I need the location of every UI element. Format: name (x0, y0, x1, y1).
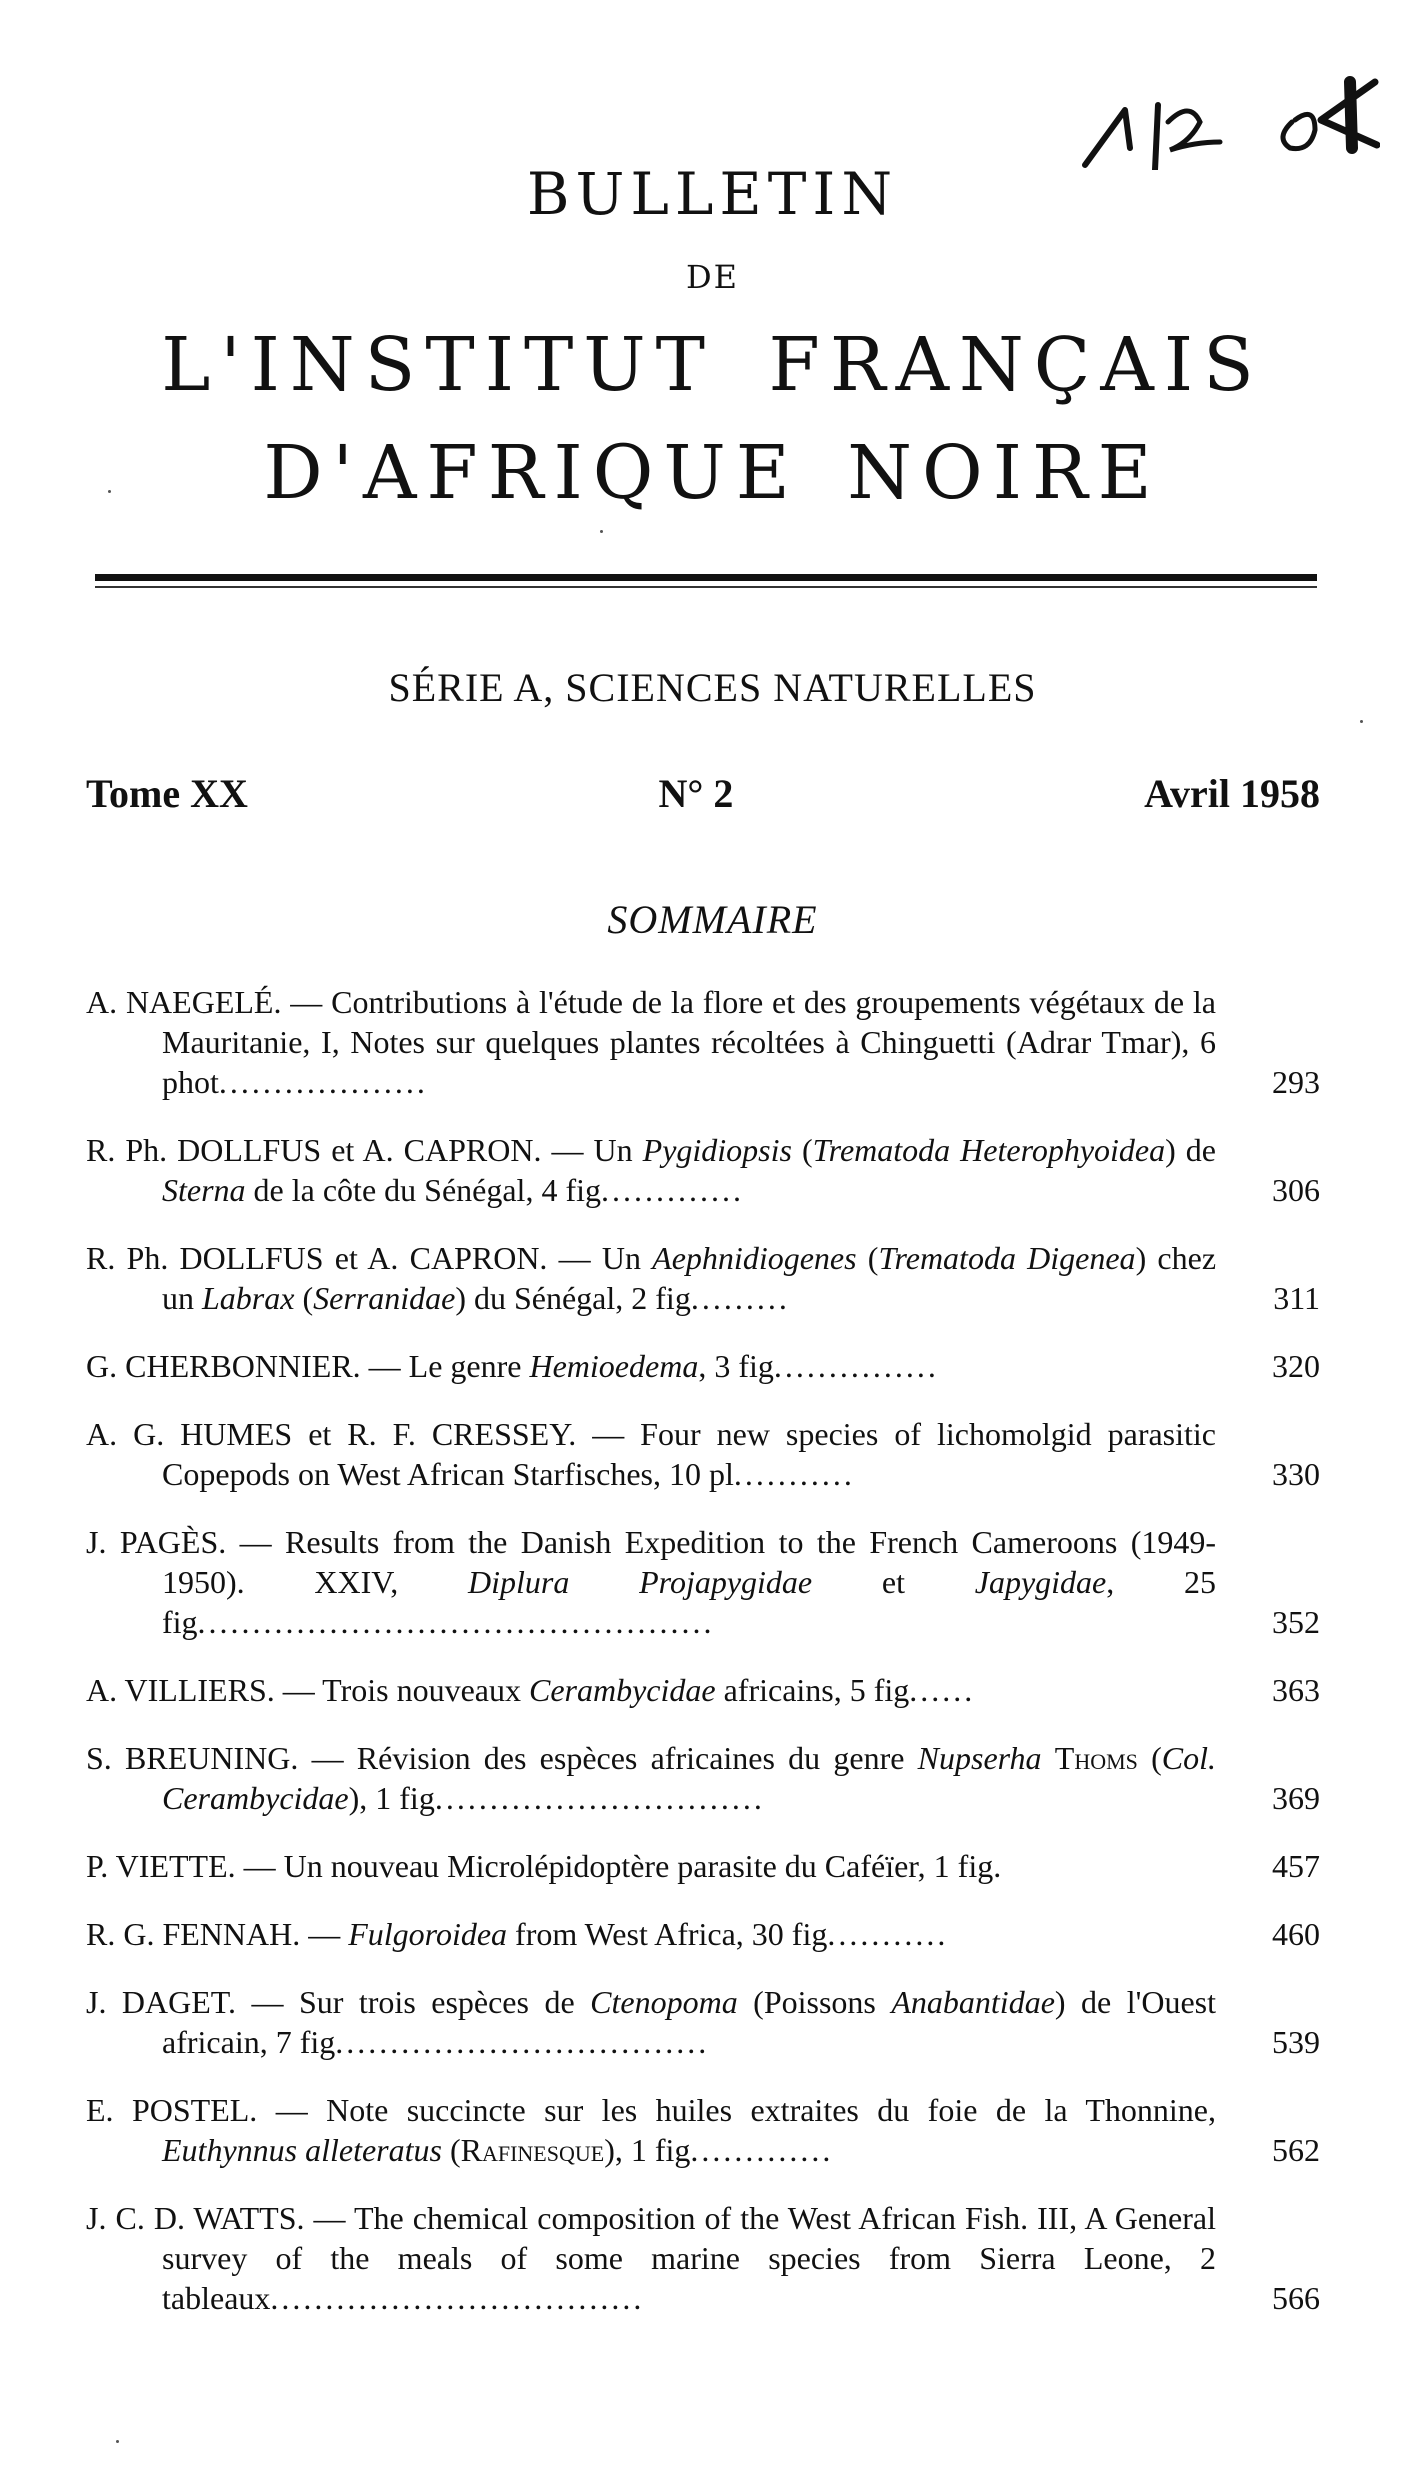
toc-entry-page-number: 320 (1272, 1348, 1320, 1384)
series-title: SÉRIE A, SCIENCES NATURELLES (388, 665, 1037, 710)
issue-date: Avril 1958 (1144, 771, 1320, 816)
toc-entry-taxon: Euthynnus alleteratus (162, 2132, 442, 2168)
toc-entry-taxon: Anabantidae (891, 1984, 1055, 2020)
toc-entry-page-number: 539 (1272, 2024, 1320, 2060)
toc-entry-title-fragment: from West Africa, 30 fig (507, 1916, 828, 1952)
toc-entry-taxon: Diplura Projapygidae (468, 1564, 813, 1600)
scan-speck (600, 530, 603, 533)
masthead-institut: L'INSTITUT FRANÇAIS (161, 322, 1264, 408)
toc-entry-title-fragment: ), 1 fig (348, 1780, 435, 1816)
toc-heading: SOMMAIRE (607, 897, 818, 942)
toc-entry (86, 1738, 1320, 1818)
toc-entry-page-number: 457 (1272, 1848, 1320, 1884)
toc-entry-taxon: Fulgoroidea (348, 1916, 508, 1952)
toc-entry-title-fragment: — Le genre (360, 1348, 530, 1384)
toc-dot-leader: .................................. (270, 2280, 645, 2316)
toc-entry (86, 2090, 1320, 2170)
toc-entry-text (86, 1130, 1320, 1210)
toc-entry-title-fragment: ) de l'Ouest africain, 7 fig (162, 1984, 1217, 2060)
toc-entry-title-fragment: ( (441, 2132, 461, 2168)
issue-number: N° 2 (658, 771, 734, 816)
issue-info (86, 770, 1320, 817)
toc-entry-title-fragment: — Note succincte sur les huiles extraites du foie de la Thonnine, (257, 2092, 1217, 2128)
toc-entry-taxon: Serranidae (313, 1280, 456, 1316)
toc-entry-taxon: Cerambycidae (528, 1672, 716, 1708)
issue-tome: Tome XX (86, 771, 248, 816)
toc-entry-page-number: 566 (1272, 2280, 1320, 2316)
toc-entry-title-fragment: et (812, 1564, 975, 1600)
toc-entry-authors: A. VILLIERS. (86, 1672, 275, 1708)
toc-entry-text (86, 1982, 1320, 2062)
toc-entry-title-fragment: — Un (547, 1240, 653, 1276)
toc-entry-taxon: Hemioedema (529, 1348, 699, 1384)
toc-entry-title-fragment: ) du Sénégal, 2 fig (455, 1280, 691, 1316)
toc-entry (86, 1130, 1320, 1210)
toc-entry-taxon: Nupserha (917, 1740, 1042, 1776)
toc-entry-text (86, 1670, 1320, 1710)
toc-dot-leader: ........... (827, 1916, 949, 1952)
toc-entry (86, 1670, 1320, 1710)
toc-entry-text (86, 1738, 1320, 1818)
toc-entry-title-fragment: Thoms (1054, 1740, 1138, 1776)
scan-speck (116, 2440, 119, 2443)
toc-entry-page-number: 330 (1272, 1456, 1320, 1492)
toc-entry-title-fragment: — Un nouveau Microlépidoptère parasite du Caféïer, 1 fig. (235, 1848, 1002, 1884)
toc-entry-title-fragment: ) chez un (162, 1240, 1217, 1316)
toc-entry-page-number: 352 (1272, 1604, 1320, 1640)
toc-entry (86, 1414, 1320, 1494)
toc-entry-title-fragment: — The chemical composition of the West African Fish. III, A General survey of the meals of some marine species from Sierra Leone, 2 tableaux (162, 2200, 1217, 2316)
toc-entry-title-fragment: — Sur trois espèces de (235, 1984, 591, 2020)
toc-entry-title-fragment: — Un (541, 1132, 643, 1168)
toc-entry-authors: P. VIETTE. (86, 1848, 236, 1884)
toc-entry-page-number: 293 (1272, 1064, 1320, 1100)
toc-entry-authors: G. CHERBONNIER. (86, 1348, 361, 1384)
toc-entry-title-fragment: ( (1137, 1740, 1162, 1776)
toc-entry-title-fragment: — (300, 1916, 349, 1952)
toc-entry-page-number: 311 (1273, 1280, 1320, 1316)
toc-entry-title-fragment: ) de (1165, 1132, 1216, 1168)
toc-dot-leader: ................... (218, 1064, 428, 1100)
toc-entry (86, 982, 1320, 1102)
toc-entry (86, 2198, 1320, 2318)
toc-entry-text (86, 1414, 1320, 1494)
toc-entry-page-number: 363 (1272, 1672, 1320, 1708)
toc-dot-leader: ............................................... (197, 1604, 715, 1640)
toc-entry-authors: A. G. HUMES et R. F. CRESSEY. (86, 1416, 577, 1452)
toc-entry-taxon: Col. Cerambycidae (162, 1740, 1216, 1816)
toc-entry-text (86, 1346, 1320, 1386)
toc-entry-title-fragment: de la côte du Sénégal, 4 fig (245, 1172, 601, 1208)
masthead-bulletin: BULLETIN (526, 160, 899, 228)
toc-entry (86, 1346, 1320, 1386)
toc-entry (86, 1914, 1320, 1954)
toc-entry-taxon: Trematoda Digenea (878, 1240, 1136, 1276)
toc-dot-leader: ............. (600, 1172, 744, 1208)
masthead-rule-thin (95, 586, 1317, 588)
toc-entry-taxon: Trematoda Heterophyoidea (812, 1132, 1166, 1168)
toc-entry-title-fragment: , 25 fig (162, 1564, 1217, 1640)
toc-entry-taxon: Ctenopoma (590, 1984, 738, 2020)
toc-entry-page-number: 562 (1272, 2132, 1320, 2168)
toc-entry-title-fragment: ), 1 fig (604, 2132, 691, 2168)
toc-entry-page-number: 369 (1272, 1780, 1320, 1816)
toc-entry (86, 1982, 1320, 2062)
toc-entry-authors: A. NAEGELÉ. (86, 984, 282, 1020)
toc-entry-taxon: Labrax (202, 1280, 295, 1316)
toc-entry-title-fragment: — Contributions à l'étude de la flore et des groupements végétaux de la Mauritanie, I, Notes sur quelques plantes récoltées à Chinguetti (Adrar Tmar), 6 phot (162, 984, 1217, 1100)
toc-dot-leader: ...... (909, 1672, 976, 1708)
toc-entry-authors: E. POSTEL. (86, 2092, 258, 2128)
toc-entry-taxon: Japygidae (974, 1564, 1107, 1600)
toc-entry-authors: R. Ph. DOLLFUS et A. CAPRON. (86, 1132, 542, 1168)
toc-entry-authors: J. PAGÈS. (86, 1524, 227, 1560)
toc-entry-title-fragment: africains, 5 fig (715, 1672, 910, 1708)
toc-entry-text (86, 1846, 1320, 1886)
toc-dot-leader: ......... (690, 1280, 790, 1316)
toc-entry-title-fragment: ( (294, 1280, 314, 1316)
toc-entry-authors: S. BREUNING. (86, 1740, 299, 1776)
toc-entry-page-number: 460 (1272, 1916, 1320, 1952)
masthead-rule-thick (95, 574, 1317, 581)
toc-entry-title-fragment: — Four new species of lichomolgid parasitic Copepods on West African Starfisches, 10 pl (162, 1416, 1217, 1492)
toc-entry-title-fragment: Rafinesque (460, 2132, 605, 2168)
toc-dot-leader: .................................. (335, 2024, 710, 2060)
toc-entry-authors: R. Ph. DOLLFUS et A. CAPRON. (86, 1240, 548, 1276)
toc-entry-text (86, 2198, 1320, 2318)
toc-entry-taxon: Pygidiopsis (642, 1132, 792, 1168)
toc-entry-text (86, 2090, 1320, 2170)
toc-entry-title-fragment: — Trois nouveaux (274, 1672, 529, 1708)
toc-entry-title-fragment: (Poissons (737, 1984, 892, 2020)
table-of-contents (86, 982, 1320, 2346)
toc-entry-title-fragment: , 3 fig (698, 1348, 774, 1384)
scan-speck (1360, 720, 1363, 723)
toc-entry-text (86, 1522, 1320, 1642)
toc-entry-authors: J. C. D. WATTS. (86, 2200, 305, 2236)
toc-dot-leader: .............................. (434, 1780, 765, 1816)
toc-entry-title-fragment: ( (856, 1240, 879, 1276)
toc-entry-taxon: Sterna (162, 1172, 246, 1208)
toc-dot-leader: ............... (773, 1348, 939, 1384)
toc-dot-leader: ........... (733, 1456, 855, 1492)
toc-entry-title-fragment: ( (791, 1132, 813, 1168)
scan-speck (108, 490, 111, 493)
masthead-afrique-noire: D'AFRIQUE NOIRE (263, 430, 1162, 516)
toc-entry-title-fragment: — Results from the Danish Expedition to the French Cameroons (1949-1950). XXIV, (162, 1524, 1217, 1600)
toc-entry-title-fragment (1042, 1740, 1055, 1776)
toc-entry (86, 1522, 1320, 1642)
toc-entry-page-number: 306 (1272, 1172, 1320, 1208)
toc-entry-authors: J. DAGET. (86, 1984, 236, 2020)
toc-entry-text (86, 1238, 1320, 1318)
handwritten-annotation-icon (1040, 70, 1380, 170)
toc-entry-text (86, 1914, 1320, 1954)
toc-entry (86, 1238, 1320, 1318)
toc-entry (86, 1846, 1320, 1886)
toc-entry-text (86, 982, 1320, 1102)
toc-entry-authors: R. G. FENNAH. (86, 1916, 301, 1952)
masthead-de: DE (685, 258, 739, 296)
toc-entry-title-fragment: — Révision des espèces africaines du genre (298, 1740, 918, 1776)
toc-entry-taxon: Aephnidiogenes (652, 1240, 857, 1276)
toc-dot-leader: ............. (690, 2132, 834, 2168)
